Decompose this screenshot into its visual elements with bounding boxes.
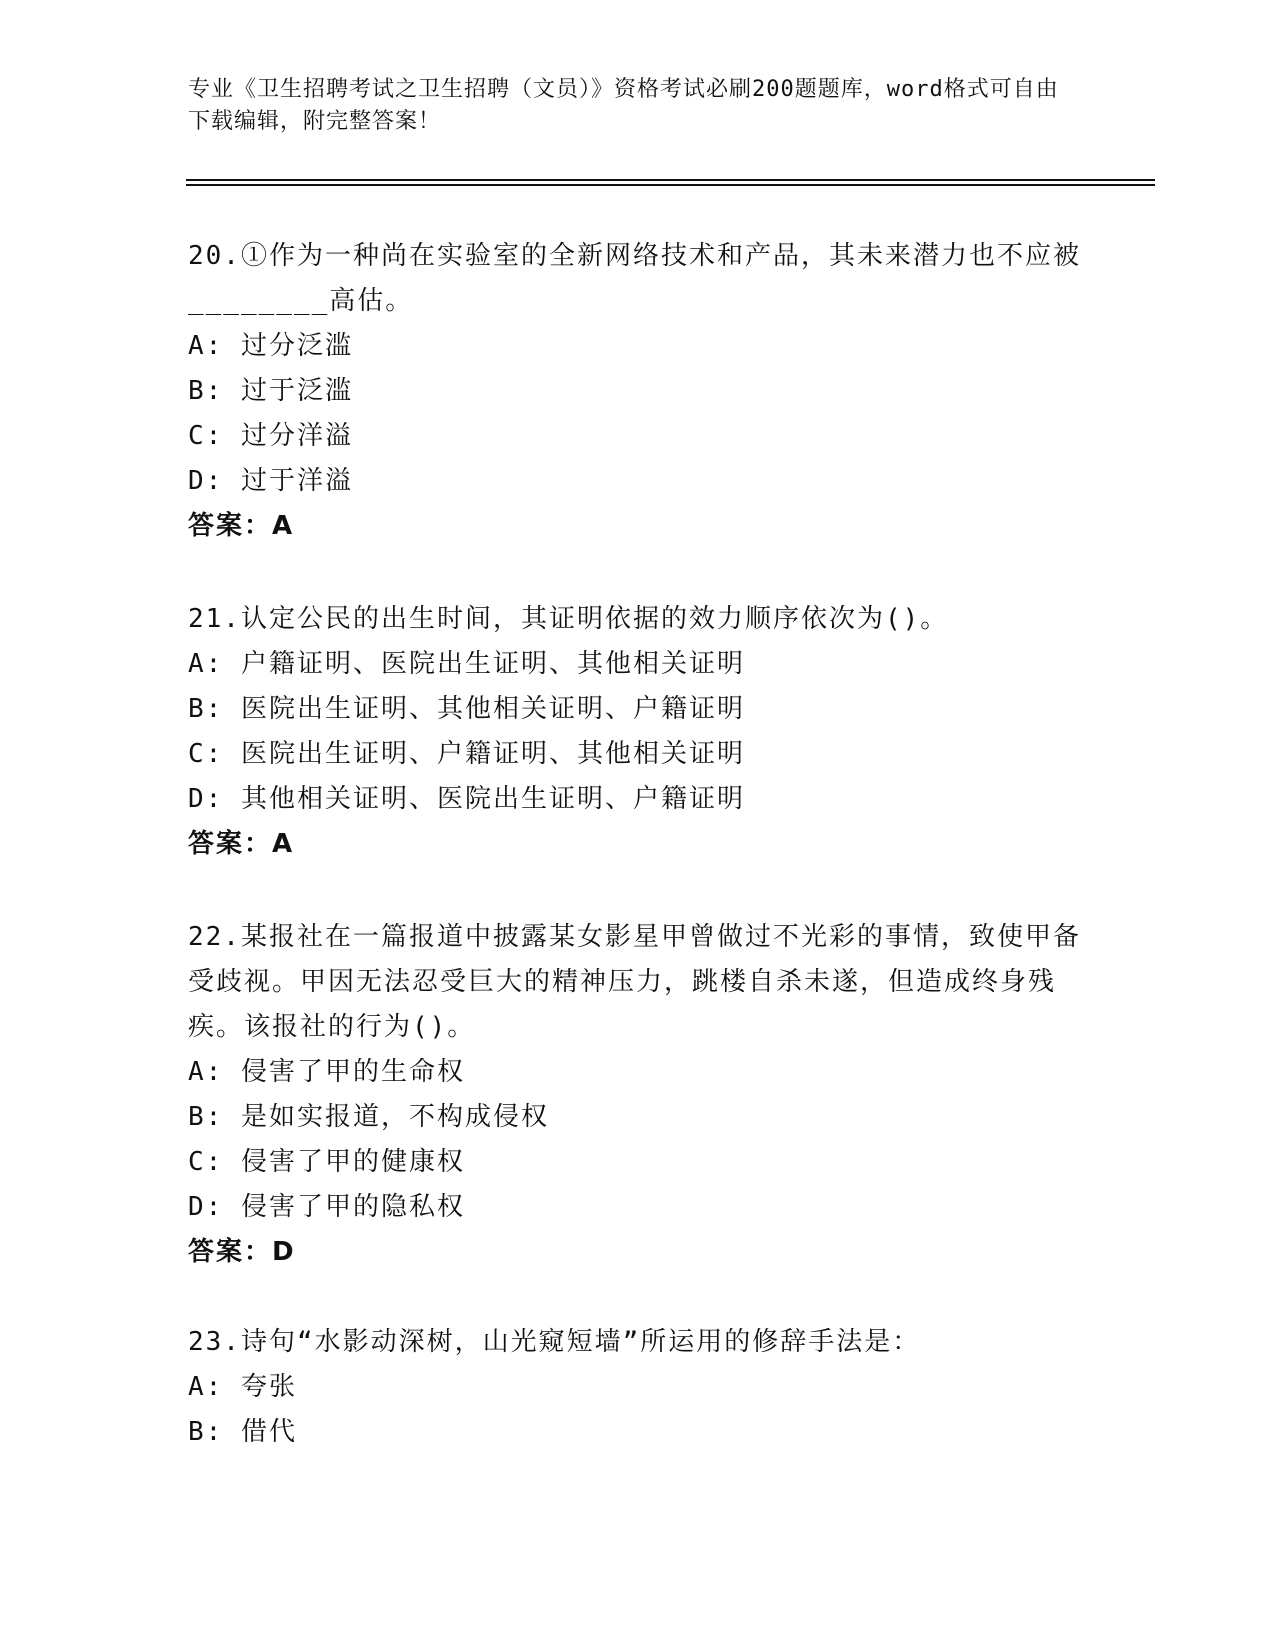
answer-line: 答案：A bbox=[188, 511, 295, 541]
document-header: 专业《卫生招聘考试之卫生招聘（文员）》资格考试必刷200题题库，word格式可自由下载编辑，附完整答案！ bbox=[188, 77, 1059, 134]
option-d: D: 过于洋溢 bbox=[188, 466, 353, 496]
option-b: B: 借代 bbox=[188, 1417, 297, 1447]
option-c: C: 侵害了甲的健康权 bbox=[188, 1147, 465, 1177]
option-b: B: 医院出生证明、其他相关证明、户籍证明 bbox=[188, 694, 745, 724]
option-a: A: 夸张 bbox=[188, 1372, 297, 1402]
option-a: A: 侵害了甲的生命权 bbox=[188, 1057, 465, 1087]
question-stem: 22.某报社在一篇报道中披露某女影星甲曾做过不光彩的事情，致使甲备受歧视。甲因无法忍受巨大的精神压力，跳楼自杀未遂，但造成终身残疾。该报社的行为()。 bbox=[188, 922, 1081, 1042]
answer-line: 答案：A bbox=[188, 829, 295, 859]
question-stem: 23.诗句“水影动深树，山光窥短墙”所运用的修辞手法是： bbox=[188, 1327, 921, 1357]
question-stem: 20.①作为一种尚在实验室的全新网络技术和产品，其未来潜力也不应被________高估。 bbox=[188, 241, 1081, 316]
header-divider-top bbox=[186, 179, 1155, 181]
question-22 bbox=[188, 915, 1088, 1275]
question-21 bbox=[188, 597, 1088, 867]
option-a: A: 过分泛滥 bbox=[188, 331, 353, 361]
question-stem: 21.认定公民的出生时间，其证明依据的效力顺序依次为()。 bbox=[188, 604, 949, 634]
answer-line: 答案：D bbox=[188, 1237, 296, 1267]
option-c: C: 过分洋溢 bbox=[188, 421, 353, 451]
question-23 bbox=[188, 1320, 1088, 1455]
option-c: C: 医院出生证明、户籍证明、其他相关证明 bbox=[188, 739, 745, 769]
option-a: A: 户籍证明、医院出生证明、其他相关证明 bbox=[188, 649, 745, 679]
header-divider-bottom bbox=[186, 184, 1155, 186]
option-d: D: 侵害了甲的隐私权 bbox=[188, 1192, 465, 1222]
option-b: B: 是如实报道，不构成侵权 bbox=[188, 1102, 549, 1132]
option-d: D: 其他相关证明、医院出生证明、户籍证明 bbox=[188, 784, 745, 814]
question-20 bbox=[188, 234, 1088, 549]
option-b: B: 过于泛滥 bbox=[188, 376, 353, 406]
